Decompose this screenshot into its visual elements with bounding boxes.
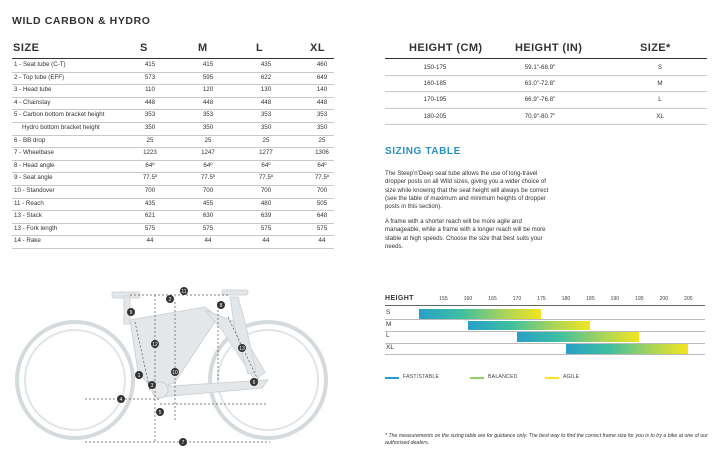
range-chart-size-label: M [386,320,392,328]
range-chart-bar-l [517,332,639,342]
geometry-cell: 595 [202,73,214,81]
geometry-row-label: 11 - Reach [14,199,44,207]
legend-swatch [470,377,484,379]
range-chart-tick: 165 [488,296,497,302]
range-chart-tick: 170 [512,296,522,302]
range-chart-row [385,343,705,355]
geometry-col-s: S [140,42,148,54]
range-chart-tick: 160 [463,296,473,302]
geometry-cell: 64º [261,161,271,169]
geometry-row [12,98,334,111]
range-chart-bar-xl [566,344,688,354]
geometry-row [12,186,334,199]
geometry-row [12,173,334,186]
geometry-row-label: 14 - Rake [14,237,41,245]
geometry-table-header [12,42,334,59]
geometry-cell: 575 [260,224,272,232]
legend-label: FAST/STABLE [403,374,440,380]
callout-4: 4 [119,397,123,403]
geometry-cell: 130 [260,86,272,94]
geometry-col-l: L [256,42,264,54]
height-col-in: HEIGHT (IN) [515,42,583,54]
bike-frame [112,290,268,397]
range-chart-size-label: XL [386,344,394,352]
range-chart-header: HEIGHT [385,295,414,302]
geometry-row [12,136,334,149]
bike-geometry-diagram [0,262,370,463]
height-cell: 63.0"-72.8" [524,80,556,88]
legend-label: BALANCED [488,374,518,380]
range-chart-tick: 190 [610,296,620,302]
height-cell: S [657,64,663,71]
geometry-row [12,60,334,73]
geometry-cell: 350 [316,123,328,131]
callout-2: 2 [168,297,172,303]
range-chart-tick: 205 [683,296,693,302]
footnote: * The measurements on the sizing table are for guidance only. The best way to find the correct frame size for you is to try a bike at one of our authorised dealers. [385,433,708,447]
height-cell: 170-195 [423,96,447,104]
range-chart-tick: 180 [561,296,571,302]
geometry-cell: 25 [204,136,212,144]
geometry-cell: 1306 [315,149,329,157]
height-cell: 59.1"-68.9" [524,64,556,71]
height-cell: 180-205 [423,112,447,120]
range-chart-tick: 200 [659,296,669,302]
geometry-cell: 573 [144,73,156,81]
geometry-cell: 648 [316,212,328,220]
geometry-cell: 575 [202,224,214,232]
geometry-col-size: SIZE [13,42,40,54]
geometry-row-label: 4 - Chainstay [14,98,51,106]
height-row [385,109,707,125]
geometry-cell: 353 [144,111,156,119]
geometry-cell: 25 [146,136,154,144]
sizing-title: SIZING TABLE [385,146,461,157]
callout-3: 3 [150,383,154,389]
geometry-cell: 64º [145,161,155,169]
legend-swatch [545,377,559,379]
geometry-cell: 455 [202,199,214,207]
geometry-cell: 575 [144,224,156,232]
height-row [385,76,707,92]
geometry-cell: 700 [316,186,328,194]
range-chart-row [385,320,705,332]
height-col-cm: HEIGHT (CM) [409,42,483,54]
height-cell: M [657,80,663,88]
callout-7: 7 [181,440,185,446]
callout-6: 6 [252,380,256,386]
geometry-cell: 621 [144,212,156,220]
legend-label: AGILE [563,374,580,380]
geometry-cell: 353 [202,111,214,119]
geometry-row-label: 2 - Top tube (EFF) [14,73,65,81]
geometry-cell: 649 [316,73,328,81]
geometry-cell: 575 [316,224,328,232]
geometry-col-m: M [198,42,208,54]
geometry-row-label: 6 - BB drop [14,136,46,144]
range-chart-size-label: S [386,309,391,316]
geometry-cell: 639 [260,212,272,220]
height-row [385,92,707,108]
geometry-cell: 350 [202,123,214,131]
geometry-cell: 448 [316,98,328,106]
geometry-row-label: Hydro bottom bracket height [22,123,100,131]
geometry-row [12,148,334,161]
geometry-cell: 44 [204,237,212,245]
range-chart-axis [385,305,705,306]
geometry-row-label: 13 - Stack [14,212,42,220]
geometry-row-label: 13 - Fork length [14,224,58,232]
geometry-cell: 110 [145,86,155,94]
geometry-cell: 415 [144,61,156,68]
height-cell: 160-185 [423,80,447,88]
geometry-cell: 353 [316,111,328,119]
geometry-row-label: 10 - Standover [14,186,55,194]
geometry-cell: 1223 [143,149,157,157]
geometry-cell: 505 [316,199,328,207]
range-chart-size-label: L [386,332,390,340]
geometry-row [12,199,334,212]
geometry-cell: 77.5º [142,174,158,182]
geometry-cell: 700 [144,186,156,194]
sizing-paragraph-1: The Steep'n'Deep seat tube allows the use of long-travel dropper posts on all Wild sizes, giving you a wider choice of size while knowing that the seat height will always be correct (see the table of maximum and minimum heights of dropper posts in this section). [385,170,549,211]
geometry-cell: 1277 [259,149,273,157]
geometry-row-label: 8 - Head angle [14,161,55,169]
range-chart-tick: 195 [635,296,644,302]
height-cell: 66.9"-76.8" [524,96,556,104]
geometry-row [12,224,334,237]
geometry-row-label: 1 - Seat tube (C-T) [14,61,66,68]
geometry-cell: 350 [260,123,272,131]
geometry-row-label: 5 - Carbon bottom bracket height [14,111,105,119]
geometry-cell: 120 [202,86,214,94]
geometry-row [12,110,334,123]
range-chart-row [385,331,705,343]
geometry-cell: 140 [316,86,328,94]
geometry-row [12,211,334,224]
geometry-cell: 435 [260,61,272,68]
geometry-row [12,85,334,98]
height-cell: L [658,96,662,104]
height-col-size: SIZE* [640,42,671,54]
callout-1: 1 [137,373,141,379]
height-cell: XL [656,112,664,120]
geometry-cell: 44 [146,237,154,245]
geometry-row [12,161,334,174]
range-chart-tick: 155 [439,296,448,302]
geometry-cell: 448 [260,98,272,106]
geometry-cell: 77.5º [200,174,216,182]
geometry-cell: 480 [260,199,272,207]
geometry-row-label: 7 - Wheelbase [14,149,54,157]
geometry-col-xl: XL [310,42,326,54]
range-chart-bar-s [419,309,541,319]
range-chart-bar-m [468,321,590,331]
geometry-cell: 353 [260,111,272,119]
callout-8: 8 [219,303,223,309]
geometry-row [12,236,334,249]
geometry-cell: 448 [144,98,156,106]
height-row [385,60,707,76]
geometry-cell: 44 [262,237,270,245]
callout-5: 5 [158,410,162,416]
height-table [385,60,707,125]
geometry-cell: 700 [202,186,214,194]
geometry-row [12,73,334,86]
geometry-cell: 1247 [201,149,215,157]
geometry-table [12,60,334,249]
geometry-cell: 44 [318,237,326,245]
range-chart-tick: 175 [537,296,546,302]
geometry-row-label: 9 - Seat angle [14,174,53,182]
geometry-cell: 460 [316,61,328,68]
range-chart-row [385,308,705,320]
geometry-cell: 435 [144,199,156,207]
geometry-cell: 448 [202,98,214,106]
geometry-cell: 64º [203,161,213,169]
front-wheel [17,322,133,438]
geometry-cell: 77.5º [314,174,330,182]
geometry-cell: 77.5º [258,174,274,182]
geometry-cell: 25 [318,136,326,144]
geometry-row [12,123,334,136]
geometry-cell: 350 [144,123,156,131]
callout-13: 13 [239,346,245,352]
callout-9: 9 [129,310,133,316]
height-table-header [385,42,707,59]
callout-12: 12 [152,342,158,348]
geometry-cell: 630 [202,212,214,220]
callout-11: 11 [181,289,187,295]
height-cell: 150-175 [423,64,447,71]
geometry-cell: 622 [260,73,272,81]
legend-swatch [385,377,399,379]
callout-10: 10 [172,370,178,376]
range-chart-tick: 185 [586,296,595,302]
sizing-paragraph-2: A frame with a shorter reach will be more agile and manageable, while a frame with a longer reach will be more stable at high speeds. Choose the size that best suits your needs. [385,218,546,250]
geometry-cell: 415 [202,61,214,68]
geometry-cell: 700 [260,186,272,194]
height-cell: 70.9"-80.7" [524,112,556,120]
geometry-cell: 25 [262,136,270,144]
geometry-row-label: 3 - Head tube [14,86,52,94]
page-title: WILD CARBON & HYDRO [12,15,151,27]
geometry-cell: 64º [317,161,327,169]
